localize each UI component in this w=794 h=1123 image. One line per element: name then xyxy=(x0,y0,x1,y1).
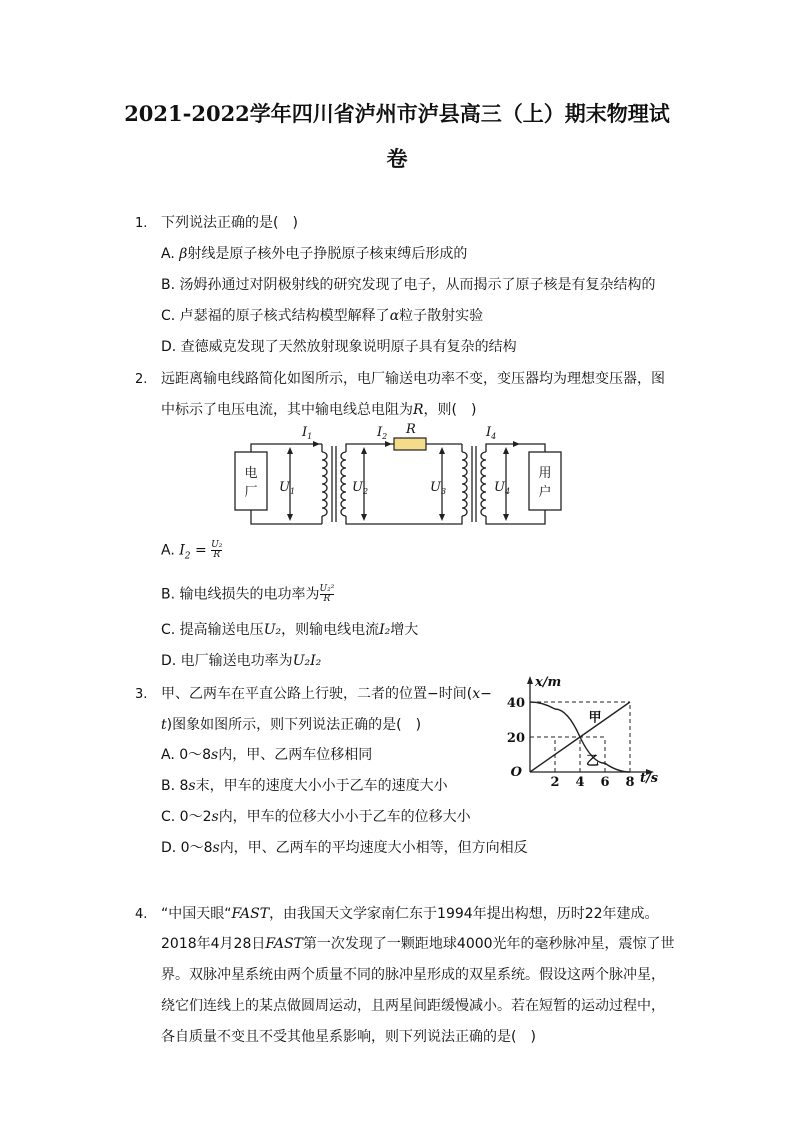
label-R: R xyxy=(406,422,416,437)
question-3-option-c: C. 0～2s内，甲车的位移大小小于乙车的位移大小 xyxy=(161,809,471,825)
question-1-option-c: C. 卢瑟福的原子核式结构模型解释了α粒子散射实验 xyxy=(161,308,484,324)
question-2-number: 2. xyxy=(135,372,148,387)
question-3-option-d: D. 0～8s内，甲、乙两车的平均速度大小相等，但方向相反 xyxy=(161,840,528,856)
transmission-circuit-diagram xyxy=(230,420,570,532)
user-label-1: 用 xyxy=(538,466,552,481)
series-label-jia: 甲 xyxy=(588,710,602,726)
power-plant-box xyxy=(235,452,267,510)
question-4-number: 4. xyxy=(135,907,148,922)
question-4-line5: 各自质量不变且不受其他星系影响，则下列说法正确的是( ) xyxy=(161,1029,536,1045)
user-label-2: 户 xyxy=(538,485,552,500)
plant-label-1: 电 xyxy=(244,466,258,481)
x-tick-label-6: 6 xyxy=(600,775,610,788)
question-2-stem-line2: 中标示了电压电流，其中输电线总电阻为R，则( ) xyxy=(161,402,477,418)
x-axis-label: t/s xyxy=(640,771,659,786)
label-U1: $U_1$ xyxy=(279,480,296,496)
plant-label-2: 厂 xyxy=(244,485,258,500)
y-axis-arrow xyxy=(527,676,533,684)
question-2-option-a: A. $I_2$ = $\frac{\text{U₂}}{R}$ xyxy=(161,540,223,562)
question-3-stem-line2: t)图象如图所示，则下列说法正确的是( ) xyxy=(161,717,422,733)
label-U3: $U_3$ xyxy=(430,480,447,496)
question-2-option-d: D. 电厂输送电功率为U₂I₂ xyxy=(161,653,322,669)
label-U2: $U_2$ xyxy=(352,480,369,496)
position-time-chart xyxy=(505,672,675,788)
question-3-option-b: B. 8s末，甲车的速度大小小于乙车的速度大小 xyxy=(161,778,448,794)
question-4-line3: 界。双脉冲星系统由两个质量不同的脉冲星形成的双星系统。假设这两个脉冲星， xyxy=(161,967,665,983)
series-label-yi: 乙 xyxy=(585,754,600,769)
line-resistor xyxy=(394,438,426,450)
label-U4: $U_4$ xyxy=(494,480,511,496)
y-tick-label-40: 40 xyxy=(506,696,525,711)
question-2-option-b: B. 输电线损失的电功率为 $\frac{\text{U₂²}}{R}$ xyxy=(161,584,335,604)
question-3-option-a: A. 0～8s内，甲、乙两车位移相同 xyxy=(161,747,373,763)
label-I1: $I_1$ xyxy=(302,425,313,441)
question-4-line2: 2018年4月28日FAST第一次发现了一颗距地球4000光年的毫秒脉冲星，震惊了世 xyxy=(161,936,675,952)
question-2-stem-line1: 远距离输电线路简化如图所示，电厂输送电功率不变，变压器均为理想变压器，图 xyxy=(161,371,665,387)
question-4-line4: 绕它们连线上的某点做圆周运动，且两星间距缓慢减小。若在短暂的运动过程中， xyxy=(161,998,665,1014)
question-1-stem: 下列说法正确的是( ) xyxy=(161,215,298,231)
question-3-stem-line1: 甲、乙两车在平直公路上行驶，二者的位置−时间(x− xyxy=(161,686,492,702)
question-1-option-b: B. 汤姆孙通过对阴极射线的研究发现了电子，从而揭示了原子核是有复杂结构的 xyxy=(161,277,656,293)
y-tick-label-20: 20 xyxy=(506,731,525,746)
origin-label: O xyxy=(510,765,522,780)
x-tick-label-8: 8 xyxy=(625,775,635,788)
user-box xyxy=(529,452,561,510)
question-4-line1: “中国天眼“FAST，由我国天文学家南仁东于1994年提出构想，历时22年建成。 xyxy=(161,906,659,922)
question-1-number: 1. xyxy=(135,216,148,231)
question-1-option-d: D. 查德威克发现了天然放射现象说明原子具有复杂的结构 xyxy=(161,339,517,355)
label-I4: $I_4$ xyxy=(486,425,497,441)
exam-title-line1: 2021-2022学年四川省泸州市泸县高三（上）期末物理试 xyxy=(124,101,670,126)
question-3-number: 3. xyxy=(135,687,148,702)
x-tick-label-4: 4 xyxy=(575,775,585,788)
x-tick-label-2: 2 xyxy=(550,775,560,788)
question-1-option-a: A. β射线是原子核外电子挣脱原子核束缚后形成的 xyxy=(161,246,468,262)
exam-title-line2: 卷 xyxy=(386,146,408,171)
question-2-option-c: C. 提高输送电压U₂，则输电线电流I₂增大 xyxy=(161,622,419,638)
y-axis-label: x/m xyxy=(535,675,562,690)
label-I2: $I_2$ xyxy=(377,425,388,441)
